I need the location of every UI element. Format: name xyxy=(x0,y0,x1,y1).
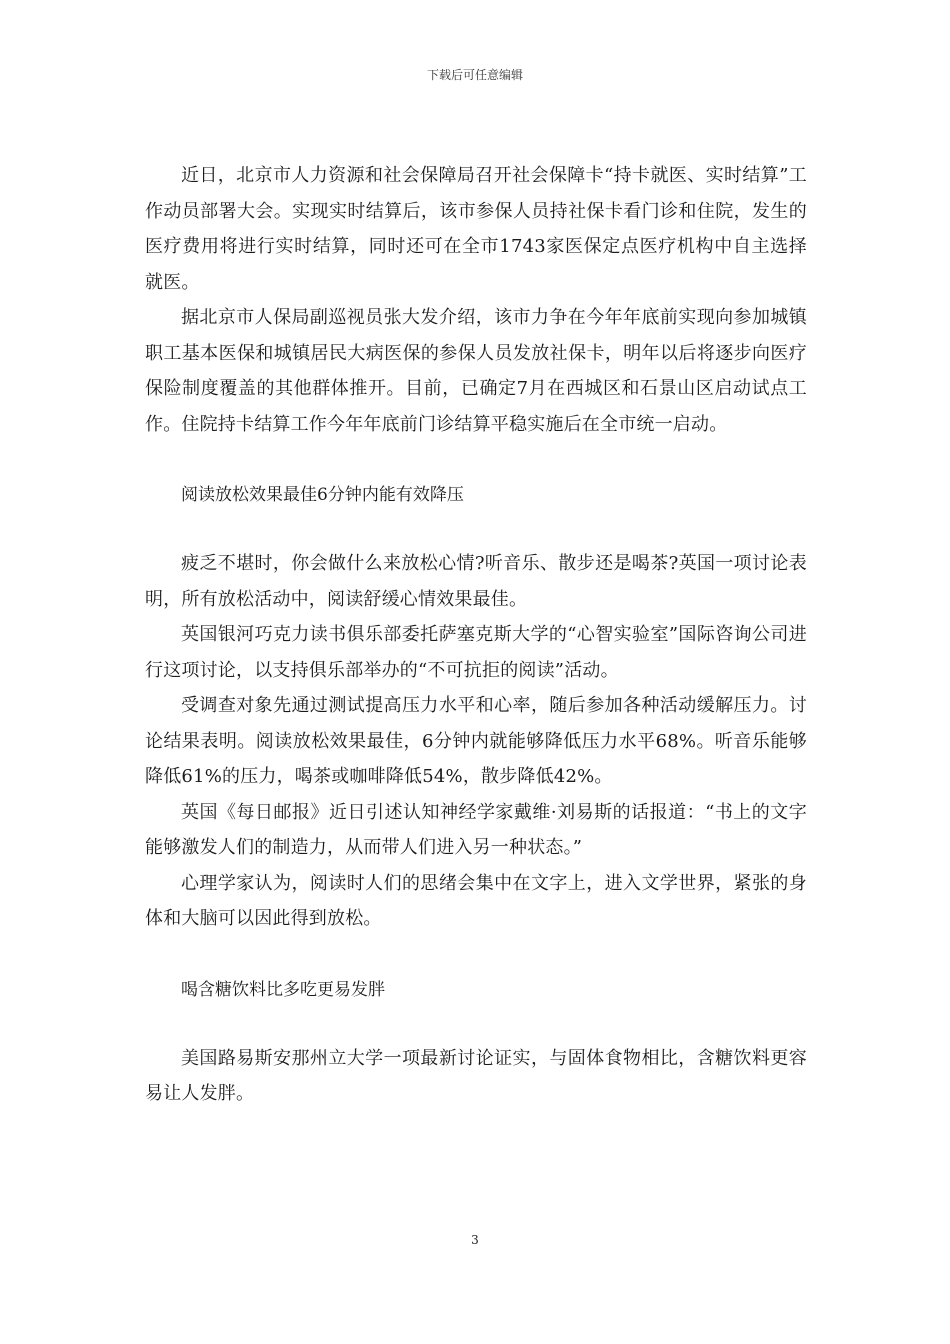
page-header: 下载后可任意编辑 xyxy=(426,68,523,82)
paragraph: 受调查对象先通过测试提高压力水平和心率，随后参加各种活动缓解压力。讨论结果表明。阅读放松效果最佳，6分钟内就能够降低压力水平68%。听音乐能够降低61%的压力，喝茶或咖啡降低54%，散步降低42%。 xyxy=(145,695,807,787)
spacer xyxy=(145,513,807,546)
spacer xyxy=(145,442,807,478)
document-body xyxy=(145,158,807,1112)
spacer xyxy=(145,1008,807,1041)
paragraph: 英国银河巧克力读书俱乐部委托萨塞克斯大学的“心智实验室”国际咨询公司进行这项讨论，以支持俱乐部举办的“不可抗拒的阅读”活动。 xyxy=(145,624,807,681)
section-heading: 喝含糖饮料比多吃更易发胖 xyxy=(181,979,385,1000)
section-heading: 阅读放松效果最佳6分钟内能有效降压 xyxy=(181,485,464,505)
paragraph: 英国《每日邮报》近日引述认知神经学家戴维·刘易斯的话报道：“书上的文字能够激发人们的制造力，从而带人们进入另一种状态。” xyxy=(145,801,807,858)
paragraph: 近日，北京市人力资源和社会保障局召开社会保障卡“持卡就医、实时结算”工作动员部署大会。实现实时结算后，该市参保人员持社保卡看门诊和住院，发生的医疗费用将进行实时结算，同时还可在全市1743家医保定点医疗机构中自主选择就医。 xyxy=(145,165,807,293)
paragraph: 心理学家认为，阅读时人们的思绪会集中在文字上，进入文学世界，紧张的身体和大脑可以因此得到放松。 xyxy=(145,872,807,929)
spacer xyxy=(145,937,807,973)
paragraph: 疲乏不堪时，你会做什么来放松心情?听音乐、散步还是喝茶?英国一项讨论表明，所有放松活动中，阅读舒缓心情效果最佳。 xyxy=(145,553,807,610)
paragraph: 据北京市人保局副巡视员张大发介绍，该市力争在今年年底前实现向参加城镇职工基本医保和城镇居民大病医保的参保人员发放社保卡，明年以后将逐步向医疗保险制度覆盖的其他群体推开。目前，已确定7月在西城区和石景山区启动试点工作。住院持卡结算工作今年年底前门诊结算平稳实施后在全市统一启动。 xyxy=(145,307,807,435)
paragraph: 美国路易斯安那州立大学一项最新讨论证实，与固体食物相比，含糖饮料更容易让人发胖。 xyxy=(145,1047,807,1104)
page-number: 3 xyxy=(471,1233,479,1247)
